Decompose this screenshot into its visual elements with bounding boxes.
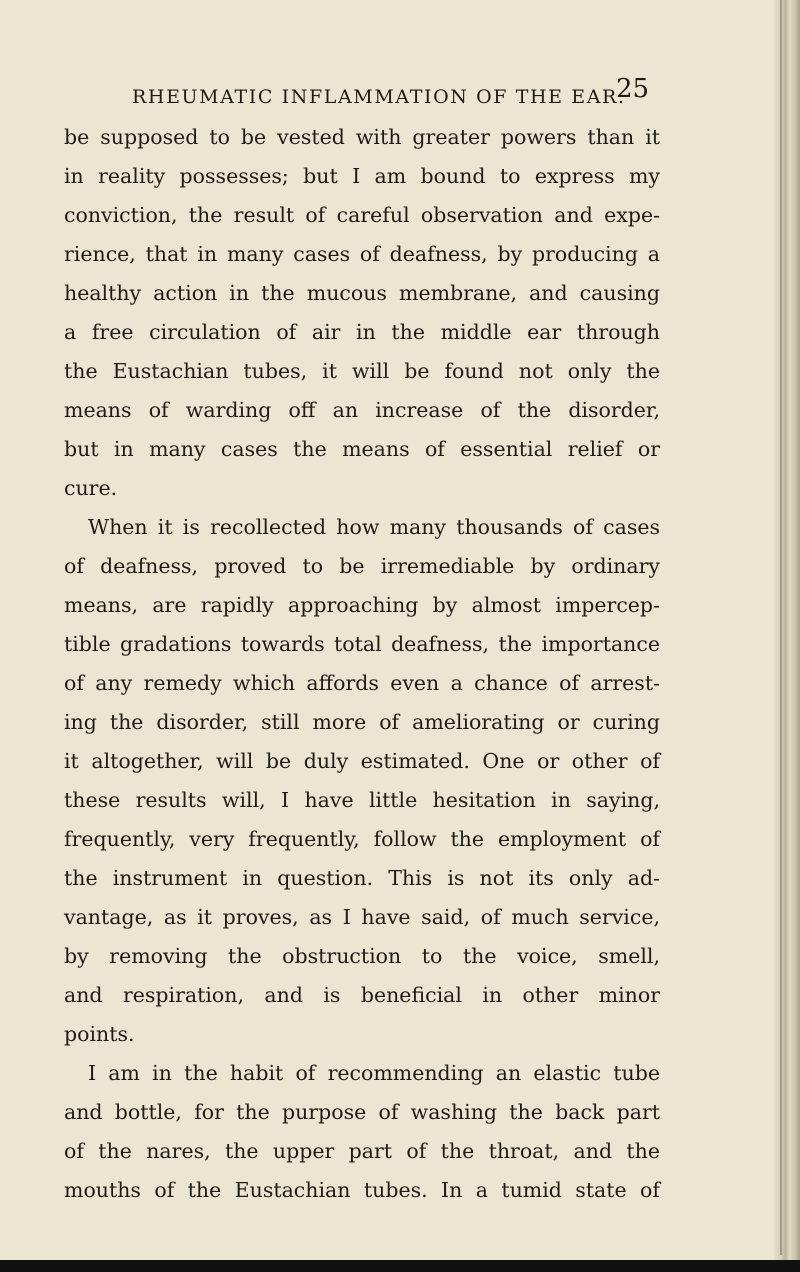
text-line: of deafness, proved to be irremediable by ordinary (64, 554, 660, 578)
text-line: these results will, I have little hesitation in saying, (64, 788, 660, 812)
running-head: RHEUMATIC INFLAMMATION OF THE EAR. (132, 86, 626, 108)
text-line: in reality possesses; but I am bound to express my (64, 164, 660, 188)
text-line: frequently, very frequently, follow the employment of (64, 827, 660, 851)
text-line: I am in the habit of recommending an elastic tube (88, 1061, 660, 1085)
text-line: means of warding off an increase of the disorder, (64, 398, 660, 422)
scan-bottom-border (0, 1260, 800, 1272)
text-line: healthy action in the mucous membrane, and causing (64, 281, 660, 305)
text-line: vantage, as it proves, as I have said, of much service, (64, 905, 660, 929)
text-line: and respiration, and is beneficial in other minor (64, 983, 660, 1007)
text-line: When it is recollected how many thousands of cases (88, 515, 660, 539)
text-line: but in many cases the means of essential relief or (64, 437, 660, 461)
text-line: cure. (64, 476, 118, 500)
page-number: 25 (616, 74, 650, 104)
text-line: means, are rapidly approaching by almost impercep- (64, 593, 660, 617)
text-line: a free circulation of air in the middle ear through (64, 320, 660, 344)
text-line: and bottle, for the purpose of washing the back part (64, 1100, 660, 1124)
text-line: it altogether, will be duly estimated. One or other of (64, 749, 660, 773)
page-edge-line (780, 0, 782, 1255)
page-header (132, 74, 662, 114)
text-line: by removing the obstruction to the voice, smell, (64, 944, 660, 968)
text-line: rience, that in many cases of deafness, by producing a (64, 242, 660, 266)
text-line: mouths of the Eustachian tubes. In a tumid state of (64, 1178, 660, 1202)
text-line: tible gradations towards total deafness, the importance (64, 632, 660, 656)
page-binding-edge (774, 0, 800, 1272)
body-text (64, 118, 660, 1210)
text-line: conviction, the result of careful observation and expe- (64, 203, 660, 227)
text-line: of the nares, the upper part of the throat, and the (64, 1139, 660, 1163)
text-line: ing the disorder, still more of ameliorating or curing (64, 710, 660, 734)
text-line: the Eustachian tubes, it will be found not only the (64, 359, 660, 383)
text-line: of any remedy which affords even a chance of arrest- (64, 671, 660, 695)
text-line: be supposed to be vested with greater powers than it (64, 125, 660, 149)
text-line: points. (64, 1022, 135, 1046)
text-line: the instrument in question. This is not its only ad- (64, 866, 660, 890)
